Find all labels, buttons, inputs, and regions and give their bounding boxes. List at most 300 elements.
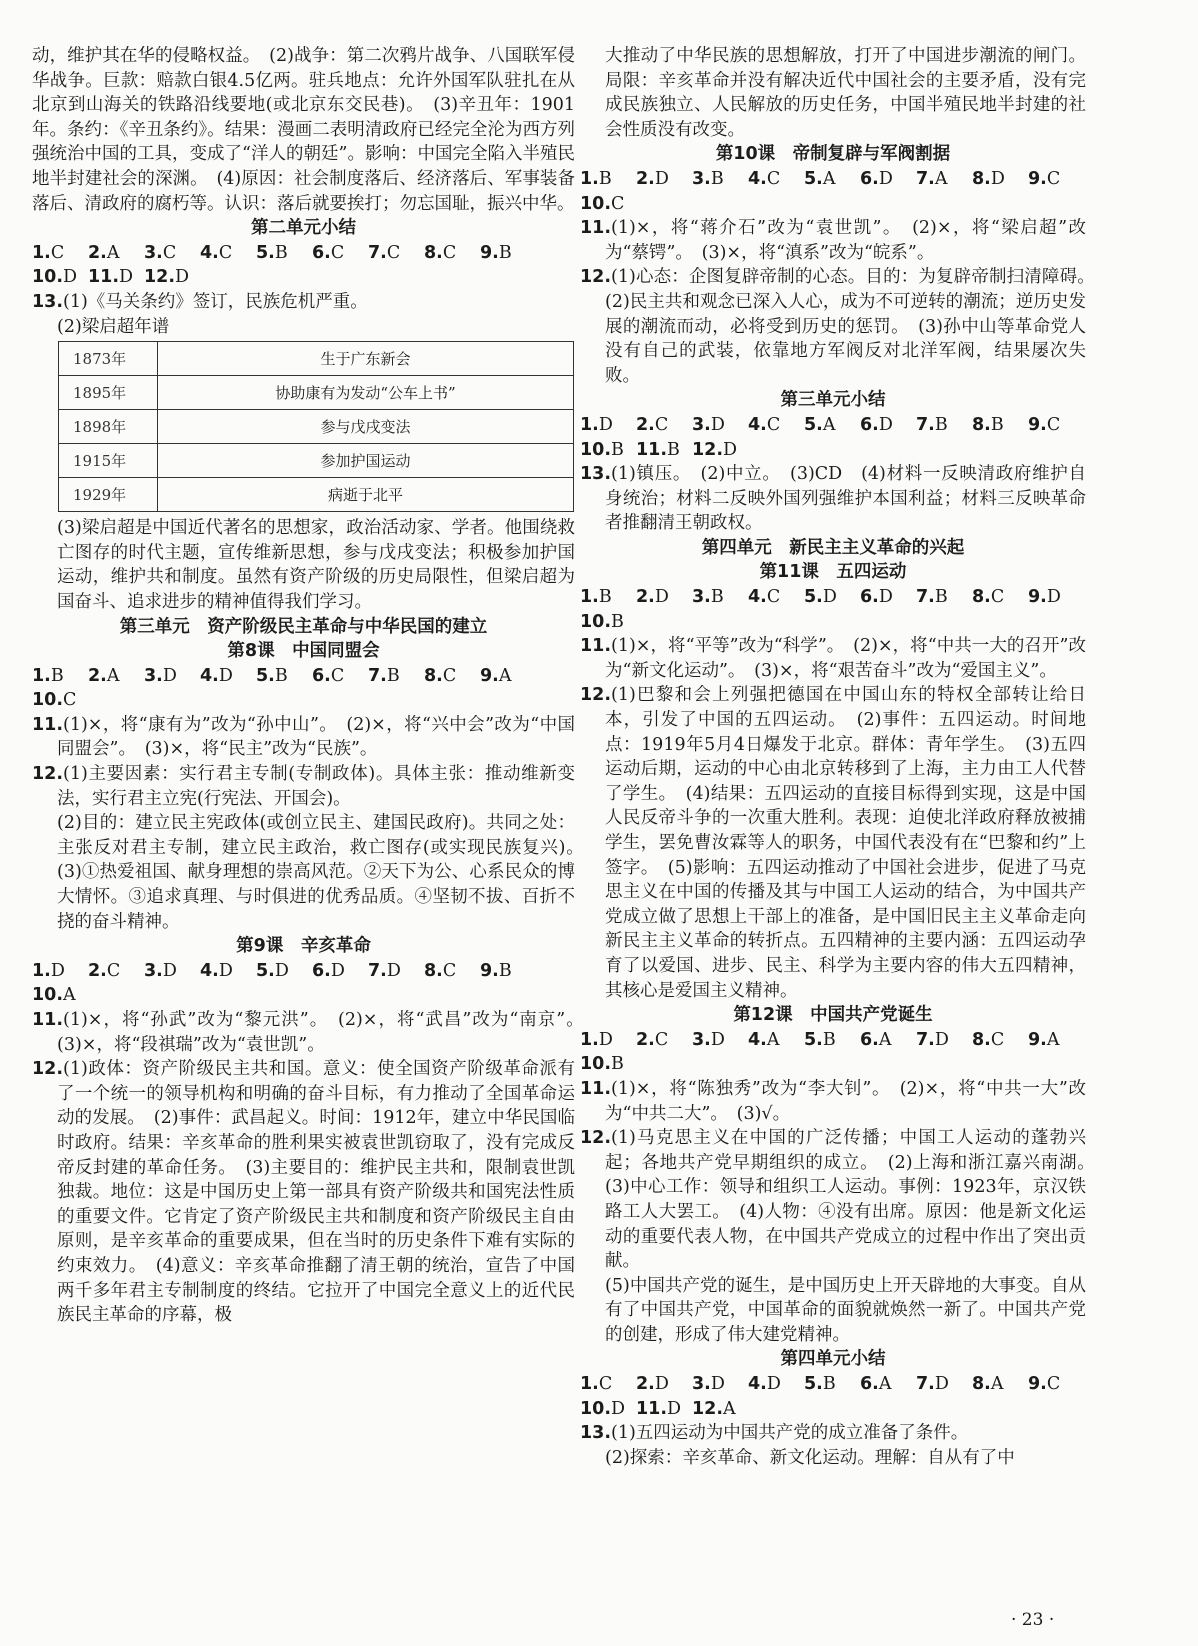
question-number: 2. — [88, 960, 107, 981]
answer-letter: C — [330, 242, 345, 263]
section-heading: 第11课 五四运动 — [759, 562, 907, 583]
answer-letter: B — [990, 414, 1004, 435]
answer-row — [580, 167, 1086, 192]
answer-row — [32, 664, 575, 689]
answer-letter: D — [162, 665, 177, 686]
choice-answer — [580, 192, 636, 217]
question-number: 10. — [32, 985, 64, 1006]
section-heading: 第12课 中国共产党诞生 — [733, 1005, 933, 1026]
answer-letter: D — [330, 960, 345, 981]
paragraph: (3)梁启超是中国近代著名的思想家，政治活动家、学者。他围绕救亡图存的时代主题，宣传维新思想，参与戊戌变法；积极参加护国运动，维护共和制度。虽然有资产阶级的历史局限性，但梁启超为国奋斗、追求进步的精神值得我们学习。 — [57, 518, 575, 612]
choice-answer — [748, 1028, 804, 1053]
answer-letter: B — [386, 665, 400, 686]
answer-text: (1)政体：资产阶级民主共和国。意义：使全国资产阶级革命派有了一个统一的领导机构和明确的奋斗目标，有力推动了全国革命运动的发展。 (2)事件：武昌起义。时间：1912年，建立中华民国临时政府。结果：辛亥革命的胜利果实被袁世凯窃取了，没有完成反帝反封建的革命任务。 (3)主要目的：维护民主共和，限制袁世凯独裁。地位：这是中国历史上第一部具有资产阶级共和国宪法性质的重要文件。它肯定了资产阶级民主共和制度和资产阶级民主自由原则，是辛亥革命的重要成果，但在当时的历史条件下难有实际的约束效力。 (4)意义：辛亥革命推翻了清王朝的统治，宣告了中国两千多年君主专制制度的终结。它拉开了中国完全意义上的近代民族民主革命的序幕，极 — [57, 1059, 575, 1326]
question-number: 12. — [580, 267, 612, 288]
question-number: 2. — [636, 1374, 655, 1395]
question-number: 5. — [804, 414, 823, 435]
choice-answer — [580, 1397, 636, 1422]
answer-text: (1)心态：企图复辟帝制的心态。目的：为复辟帝制扫清障碍。 (2)民主共和观念已深入人心，成为不可逆转的潮流；逆历史发展的潮流而动，必将受到历史的惩罚。 (3)孙中山等革命党人没有自己的武装，依靠地方军阀反对北洋军阀，结果屡次失败。 — [605, 267, 1104, 386]
choice-answer — [580, 1372, 636, 1397]
question-number: 11. — [32, 714, 64, 735]
question-answer — [32, 290, 575, 315]
question-number: 12. — [580, 685, 612, 706]
question-number: 10. — [580, 439, 612, 460]
event-cell: 参加护国运动 — [158, 444, 574, 478]
event-cell: 生于广东新会 — [158, 342, 574, 376]
question-number: 3. — [692, 168, 711, 189]
question-number: 11. — [32, 1010, 64, 1030]
answer-letter: D — [667, 1398, 682, 1419]
answer-letter: C — [611, 193, 625, 214]
answer-letter: D — [878, 414, 893, 435]
question-number: 10. — [580, 193, 612, 214]
question-number: 6. — [860, 587, 879, 608]
question-number: 12. — [144, 267, 176, 288]
choice-answer — [580, 1028, 636, 1053]
answer-row — [580, 1397, 1086, 1422]
event-cell: 病逝于北平 — [158, 478, 574, 512]
question-number: 6. — [860, 414, 879, 435]
section-heading: 第三单元小结 — [780, 390, 886, 411]
question-number: 9. — [480, 960, 499, 981]
answer-letter: C — [442, 665, 457, 686]
question-answer — [580, 683, 1086, 1003]
choice-answer — [32, 983, 88, 1008]
question-number: 8. — [972, 168, 991, 189]
paragraph: (5)中国共产党的诞生，是中国历史上开天辟地的大事变。自从有了中国共产党，中国革命的面貌就焕然一新了。中国共产党的创建，形成了伟大建党精神。 — [605, 1275, 1086, 1345]
choice-answer — [580, 610, 636, 635]
answer-text: (1)×，将“蒋介石”改为“袁世凯”。 (2)×，将“梁启超”改为“蔡锷”。 (3)×，将“滇系”改为“皖系”。 — [605, 218, 1086, 263]
question-number: 6. — [312, 665, 331, 686]
question-number: 2. — [88, 665, 107, 686]
answer-letter: C — [1046, 168, 1061, 189]
answer-letter: D — [50, 960, 65, 981]
choice-answer — [748, 167, 804, 192]
choice-answer — [804, 167, 860, 192]
question-number: 1. — [580, 1029, 599, 1050]
answer-letter: D — [878, 168, 893, 189]
question-number: 1. — [580, 168, 599, 189]
question-number: 5. — [256, 665, 275, 686]
question-number: 7. — [916, 168, 935, 189]
answer-text: (1)×，将“孙武”改为“黎元洪”。 (2)×，将“武昌”改为“南京”。 (3)×，将“段祺瑞”改为“袁世凯”。 — [57, 1010, 593, 1055]
answer-text: (1)×，将“平等”改为“科学”。 (2)×，将“中共一大的召开”改为“新文化运动”。 (3)×，将“艰苦奋斗”改为“爱国主义”。 — [605, 636, 1086, 681]
answer-letter: D — [990, 168, 1005, 189]
choice-answer — [32, 241, 88, 266]
choice-answer — [312, 241, 368, 266]
year-cell: 1873年 — [59, 342, 158, 376]
question-answer — [32, 1057, 575, 1328]
question-number: 6. — [860, 1029, 879, 1050]
answer-letter: A — [723, 1398, 736, 1419]
section-heading: 第四单元 新民主主义革命的兴起 — [701, 537, 965, 558]
question-number: 5. — [804, 1029, 823, 1050]
question-number: 8. — [972, 587, 991, 608]
choice-answer — [256, 664, 312, 689]
choice-answer — [860, 1372, 916, 1397]
question-number: 1. — [580, 587, 599, 608]
answer-row — [32, 959, 575, 984]
choice-answer — [580, 1052, 636, 1077]
question-number: 11. — [88, 267, 120, 288]
choice-answer — [144, 265, 200, 290]
choice-answer — [916, 413, 972, 438]
table-row — [59, 342, 574, 376]
answer-letter: D — [710, 414, 725, 435]
choice-answer — [636, 413, 692, 438]
choice-answer — [804, 1028, 860, 1053]
question-number: 4. — [748, 168, 767, 189]
paragraph: 动，维护其在华的侵略权益。 (2)战争：第二次鸦片战争、八国联军侵华战争。巨款：赔款白银4.5亿两。驻兵地点：允许外国军队驻扎在从北京到山海关的铁路沿线要地(或北京东交民巷)。 (3)辛丑年：1901年。条约：《辛丑条约》。结果：漫画二表明清政府已经完全沦为西方列强统治中国的工具，变成了“洋人的朝廷”。影响：中国完全陷入半殖民地半封建社会的深渊。 (4)原因：社会制度落后、经济落后、军事装备落后、清政府的腐朽等。认识：落后就要挨打；勿忘国耻，振兴中华。 — [32, 46, 575, 214]
answer-letter: D — [218, 665, 233, 686]
answer-row — [580, 413, 1086, 438]
table-row — [59, 444, 574, 478]
answer-letter: D — [934, 1374, 949, 1395]
answer-letter: D — [710, 1374, 725, 1395]
question-answer — [580, 634, 1086, 683]
choice-answer — [748, 585, 804, 610]
question-answer — [580, 462, 1086, 536]
answer-text: (1)马克思主义在中国的广泛传播；中国工人运动的蓬勃兴起；各地共产党早期组织的成立。 (2)上海和浙江嘉兴南湖。 (3)中心工作：领导和组织工人运动。事例：1923年，京汉铁路工人大罢工。 (4)人物：④没有出席。原因：他是新文化运动的重要代表人物，在中国共产党成立的过程中作出了突出贡献。 — [605, 1128, 1104, 1272]
answer-row — [580, 1028, 1086, 1053]
question-number: 10. — [32, 690, 64, 711]
question-number: 9. — [1028, 168, 1047, 189]
event-cell: 参与戊戌变法 — [158, 410, 574, 444]
answer-text: (1)巴黎和会上列强把德国在中国山东的特权全部转让给日本，引发了中国的五四运动。 (2)事件：五四运动。时间地点：1919年5月4日爆发于北京。群体：青年学生。 (3)五四运动后期，运动的中心由北京转移到了上海，主力由工人代替了学生。 (4)结果：五四运动的直接目标得到实现，这是中国人民反帝斗争的一次重大胜利。表现：迫使北洋政府释放被捕学生，罢免曹汝霖等人的职务，中国代表没有在“巴黎和约”上签字。 (5)影响：五四运动推动了中国社会进步，促进了马克思主义在中国的传播及其与中国工人运动的结合，为中国共产党成立做了思想上干部上的准备，是中国旧民主主义革命走向新民主主义革命的转折点。五四精神的主要内涵：五四运动孕育了以爱国、进步、民主、科学为主要内容的伟大五四精神，其核心是爱国主义精神。 — [605, 685, 1086, 1001]
question-number: 4. — [200, 665, 219, 686]
question-number: 7. — [916, 414, 935, 435]
question-number: 2. — [636, 168, 655, 189]
answer-letter: D — [598, 1029, 613, 1050]
answer-row — [580, 438, 1086, 463]
answer-letter: A — [106, 242, 120, 263]
question-number: 9. — [1028, 1374, 1047, 1395]
question-number: 10. — [580, 611, 612, 632]
answer-letter: C — [654, 414, 669, 435]
question-number: 8. — [424, 242, 443, 263]
answer-letter: B — [934, 587, 948, 608]
answer-row — [32, 688, 575, 713]
choice-answer — [32, 688, 88, 713]
question-number: 9. — [480, 665, 499, 686]
choice-answer — [860, 1028, 916, 1053]
question-number: 8. — [972, 1374, 991, 1395]
question-number: 2. — [636, 587, 655, 608]
answer-letter: A — [106, 665, 120, 686]
answer-letter: D — [274, 960, 289, 981]
question-number: 12. — [32, 1059, 64, 1080]
question-number: 4. — [748, 414, 767, 435]
choice-answer — [916, 585, 972, 610]
choice-answer — [748, 413, 804, 438]
year-cell: 1895年 — [59, 376, 158, 410]
answer-text: (1)×，将“康有为”改为“孙中山”。 (2)×，将“兴中会”改为“中国同盟会”。 (3)×，将“民主”改为“民族”。 — [57, 714, 575, 760]
choice-answer — [692, 585, 748, 610]
choice-answer — [32, 265, 88, 290]
choice-answer — [748, 1372, 804, 1397]
answer-letter: D — [175, 267, 190, 288]
answer-letter: B — [50, 665, 64, 686]
answer-letter: A — [822, 168, 836, 189]
question-number: 4. — [200, 960, 219, 981]
choice-answer — [424, 241, 480, 266]
choice-answer — [480, 241, 536, 266]
answer-letter: B — [598, 168, 612, 189]
question-number: 12. — [32, 764, 64, 785]
choice-answer — [1028, 1028, 1084, 1053]
question-number: 7. — [368, 960, 387, 981]
choice-answer — [972, 1372, 1028, 1397]
choice-answer — [860, 413, 916, 438]
choice-answer — [860, 585, 916, 610]
choice-answer — [916, 167, 972, 192]
section-heading: 第三单元 资产阶级民主革命与中华民国的建立 — [119, 616, 488, 637]
choice-answer — [200, 664, 256, 689]
section-heading: 第8课 中国同盟会 — [227, 641, 380, 662]
answer-letter: C — [1046, 414, 1061, 435]
answer-letter: A — [63, 985, 76, 1006]
question-answer — [580, 1126, 1104, 1274]
answer-letter: B — [934, 414, 948, 435]
answer-letter: C — [106, 960, 121, 981]
question-number: 8. — [972, 1029, 991, 1050]
answer-letter: B — [611, 611, 624, 632]
year-cell: 1929年 — [59, 478, 158, 512]
answer-letter: B — [611, 1054, 624, 1075]
answer-letter: C — [63, 690, 77, 711]
answer-letter: C — [330, 665, 345, 686]
answer-text: (1)镇压。 (2)中立。 (3)CD (4)材料一反映清政府维护自身统治；材料二反映外国列强维护本国利益；材料三反映革命者推翻清王朝政权。 — [605, 464, 1086, 534]
answer-letter: A — [878, 1374, 892, 1395]
choice-answer — [692, 1028, 748, 1053]
choice-answer — [1028, 413, 1084, 438]
section-heading: 第9课 辛亥革命 — [236, 936, 371, 957]
choice-answer — [692, 413, 748, 438]
paragraph: (2)梁启超年谱 — [57, 316, 170, 337]
question-number: 3. — [692, 1029, 711, 1050]
choice-answer — [1028, 585, 1084, 610]
answer-letter: A — [822, 414, 836, 435]
choice-answer — [580, 438, 636, 463]
question-number: 3. — [144, 960, 163, 981]
choice-answer — [916, 1028, 972, 1053]
question-number: 11. — [636, 439, 668, 460]
question-number: 13. — [32, 291, 64, 312]
question-answer — [580, 1077, 1086, 1126]
answer-letter: C — [50, 242, 65, 263]
answer-letter: C — [766, 414, 781, 435]
question-number: 7. — [368, 242, 387, 263]
question-number: 7. — [916, 1374, 935, 1395]
answer-letter: D — [119, 267, 134, 288]
answer-row — [580, 585, 1086, 610]
question-number: 12. — [692, 1398, 724, 1419]
answer-row — [32, 983, 575, 1008]
paragraph: 大推动了中华民族的思想解放，打开了中国进步潮流的闸门。局限：辛亥革命并没有解决近代中国社会的主要矛盾，没有完成民族独立、人民解放的历史任务，中国半殖民地半封建的社会性质没有改变。 — [605, 46, 1086, 140]
answer-letter: D — [218, 960, 233, 981]
answer-text: (1)×，将“陈独秀”改为“李大钊”。 (2)×，将“中共一大”改为“中共二大”。 (3)√。 — [605, 1078, 1086, 1124]
choice-answer — [368, 959, 424, 984]
question-number: 4. — [748, 587, 767, 608]
choice-answer — [424, 959, 480, 984]
choice-answer — [580, 413, 636, 438]
question-number: 7. — [916, 587, 935, 608]
question-number: 5. — [804, 168, 823, 189]
year-cell: 1915年 — [59, 444, 158, 478]
choice-answer — [200, 959, 256, 984]
choice-answer — [860, 167, 916, 192]
table-row — [59, 478, 574, 512]
answer-letter: B — [611, 439, 624, 460]
choice-answer — [692, 167, 748, 192]
question-number: 11. — [580, 218, 612, 239]
question-answer — [580, 216, 1086, 265]
question-number: 5. — [256, 242, 275, 263]
question-answer — [32, 713, 575, 762]
question-number: 10. — [32, 267, 64, 288]
question-number: 2. — [636, 414, 655, 435]
answer-letter: B — [710, 587, 724, 608]
question-number: 5. — [804, 1374, 823, 1395]
answer-letter: B — [498, 960, 512, 981]
choice-answer — [256, 241, 312, 266]
answer-letter: A — [934, 168, 948, 189]
choice-answer — [580, 585, 636, 610]
question-number: 8. — [424, 960, 443, 981]
answer-letter: C — [766, 587, 781, 608]
choice-answer — [972, 585, 1028, 610]
choice-answer — [32, 959, 88, 984]
question-number: 7. — [368, 665, 387, 686]
answer-letter: A — [766, 1029, 780, 1050]
answer-text: (1)主要因素：实行君主专制(专制政体)。具体主张：推动维新变法，实行君主立宪(行宪法、开国会)。 — [57, 764, 575, 809]
question-number: 11. — [580, 1078, 612, 1099]
answer-letter: D — [710, 1029, 725, 1050]
question-number: 3. — [692, 414, 711, 435]
answer-letter: A — [990, 1374, 1004, 1395]
table-row — [59, 410, 574, 444]
question-number: 1. — [32, 665, 51, 686]
section-heading: 第10课 帝制复辟与军阀割据 — [715, 144, 951, 165]
answer-letter: B — [498, 242, 512, 263]
question-number: 12. — [580, 1128, 612, 1149]
question-number: 2. — [636, 1029, 655, 1050]
choice-answer — [692, 438, 748, 463]
question-number: 3. — [144, 242, 163, 263]
answer-letter: B — [274, 665, 288, 686]
question-answer — [32, 1008, 593, 1057]
question-number: 11. — [636, 1398, 668, 1419]
choice-answer — [88, 265, 144, 290]
choice-answer — [636, 1372, 692, 1397]
answer-letter: D — [766, 1374, 781, 1395]
answer-row — [580, 192, 1086, 217]
answer-letter: C — [1046, 1374, 1061, 1395]
choice-answer — [88, 241, 144, 266]
answer-letter: C — [990, 1029, 1005, 1050]
answer-letter: D — [822, 587, 837, 608]
choice-answer — [804, 413, 860, 438]
question-number: 3. — [692, 587, 711, 608]
choice-answer — [804, 585, 860, 610]
answer-letter: D — [723, 439, 738, 460]
choice-answer — [972, 1028, 1028, 1053]
paragraph: (2)探索：辛亥革命、新文化运动。理解：自从有了中 — [605, 1447, 1015, 1468]
table-row — [59, 376, 574, 410]
question-number: 1. — [580, 1374, 599, 1395]
section-heading: 第四单元小结 — [780, 1349, 886, 1370]
question-number: 13. — [580, 464, 612, 485]
question-number: 3. — [692, 1374, 711, 1395]
question-number: 9. — [1028, 587, 1047, 608]
question-number: 9. — [480, 242, 499, 263]
chronology-table — [58, 341, 574, 512]
choice-answer — [804, 1372, 860, 1397]
answer-letter: D — [654, 587, 669, 608]
choice-answer — [636, 167, 692, 192]
question-number: 10. — [580, 1054, 612, 1075]
choice-answer — [200, 241, 256, 266]
event-cell: 协助康有为发动“公车上书” — [158, 376, 574, 410]
question-number: 10. — [580, 1398, 612, 1419]
question-number: 9. — [1028, 414, 1047, 435]
question-number: 5. — [256, 960, 275, 981]
question-number: 11. — [580, 636, 612, 657]
question-number: 4. — [200, 242, 219, 263]
question-answer — [580, 265, 1104, 388]
answer-letter: C — [766, 168, 781, 189]
answer-letter: B — [274, 242, 288, 263]
choice-answer — [256, 959, 312, 984]
question-number: 6. — [860, 168, 879, 189]
answer-letter: D — [1046, 587, 1061, 608]
answer-letter: B — [710, 168, 724, 189]
choice-answer — [580, 167, 636, 192]
answer-letter: D — [654, 1374, 669, 1395]
choice-answer — [480, 664, 536, 689]
answer-letter: A — [498, 665, 512, 686]
choice-answer — [32, 664, 88, 689]
answer-letter: C — [990, 587, 1005, 608]
answer-letter: D — [611, 1398, 626, 1419]
answer-letter: D — [386, 960, 401, 981]
choice-answer — [636, 1028, 692, 1053]
answer-letter: C — [218, 242, 233, 263]
left-column — [32, 44, 593, 1328]
answer-text: (1)五四运动为中国共产党的成立准备了条件。 — [611, 1423, 969, 1444]
choice-answer — [144, 959, 200, 984]
answer-letter: A — [878, 1029, 892, 1050]
year-cell: 1898年 — [59, 410, 158, 444]
answer-letter: D — [934, 1029, 949, 1050]
right-column — [580, 44, 1104, 1470]
question-number: 1. — [580, 414, 599, 435]
answer-letter: D — [878, 587, 893, 608]
question-number: 3. — [144, 665, 163, 686]
question-number: 13. — [580, 1423, 612, 1444]
answer-letter: C — [442, 960, 457, 981]
answer-letter: D — [162, 960, 177, 981]
choice-answer — [972, 413, 1028, 438]
answer-letter: D — [598, 414, 613, 435]
question-number: 12. — [692, 439, 724, 460]
choice-answer — [144, 664, 200, 689]
choice-answer — [312, 959, 368, 984]
answer-text: (1)《马关条约》签订，民族危机严重。 — [63, 291, 368, 312]
question-number: 6. — [312, 960, 331, 981]
question-answer — [32, 762, 575, 811]
choice-answer — [916, 1372, 972, 1397]
